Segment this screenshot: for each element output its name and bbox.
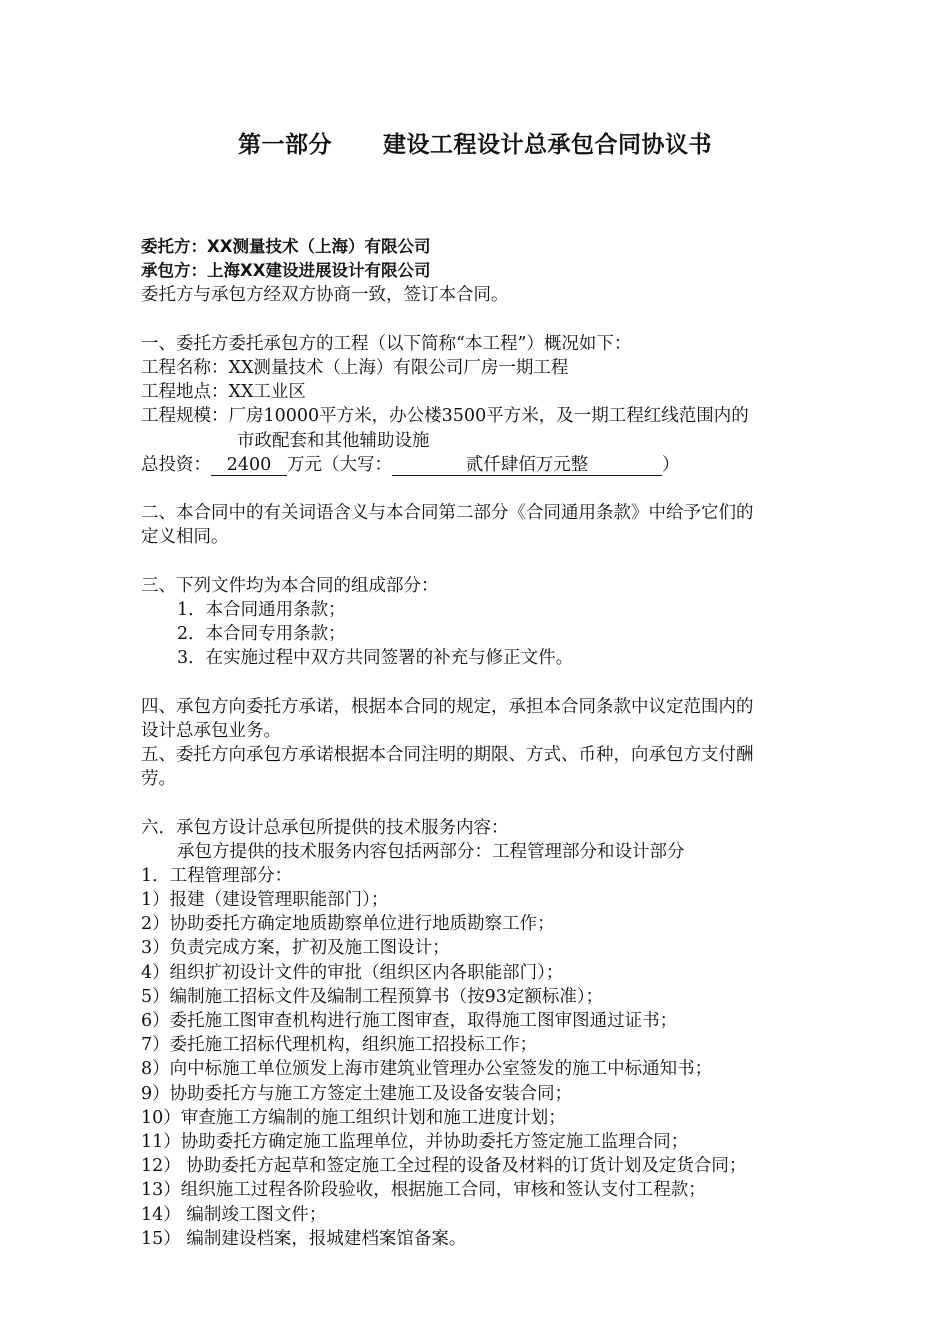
list-item: 8）向中标施工单位颁发上海市建筑业管理办公室签发的施工中标通知书； [141, 1059, 713, 1080]
investment-amount: 2400 [211, 455, 287, 476]
list-item: 11）协助委托方确定施工监理单位，并协助委托方签定施工监理合同； [141, 1131, 689, 1152]
list-item: 6）委托施工图审查机构进行施工图审查，取得施工图审图通过证书； [141, 1011, 678, 1031]
list-item: 3）负责完成方案，扩初及施工图设计； [141, 938, 450, 959]
list-item: 4）组织扩初设计文件的审批（组织区内各职能部门）； [141, 962, 564, 983]
intro-line: 委托方与承包方经双方协商一致，签订本合同。 [141, 285, 509, 306]
section4-line1: 四、承包方向委托方承诺，根据本合同的规定，承担本合同条款中议定范围内的 [141, 696, 754, 717]
part1-heading: 1．工程管理部分： [141, 865, 293, 886]
list-item: 2）协助委托方确定地质勘察单位进行地质勘察工作； [141, 914, 555, 935]
section3-heading: 三、下列文件均为本合同的组成部分： [141, 575, 439, 596]
section2-line2: 定义相同。 [141, 527, 229, 548]
list-item: 1．本合同通用条款； [177, 599, 346, 620]
list-item: 14） 编制竣工图文件； [141, 1204, 327, 1225]
investment-close: ） [662, 454, 680, 475]
section1-heading: 一、委托方委托承包方的工程（以下简称“本工程”）概况如下： [141, 333, 632, 354]
list-item: 2．本合同专用条款； [177, 624, 346, 644]
section4-line2: 设计总承包业务。 [141, 720, 281, 741]
list-item: 9）协助委托方与施工方签定土建施工及设备安装合同； [141, 1083, 573, 1104]
list-item: 5）编制施工招标文件及编制工程预算书（按93定额标准）； [141, 986, 604, 1007]
project-scale: 工程规模：厂房10000平方米，办公楼3500平方米，及一期工程红线范围内的 [141, 406, 749, 427]
project-name: 工程名称：XX测量技术（上海）有限公司厂房一期工程 [141, 357, 569, 378]
list-item: 15） 编制建设档案，报城建档案馆备案。 [141, 1228, 467, 1249]
list-item: 13）组织施工过程各阶段验收，根据施工合同，审核和签认支付工程款； [141, 1180, 706, 1201]
document-title: 第一部分 建设工程设计总承包合同协议书 [237, 132, 713, 158]
list-item: 3．在实施过程中双方共同签署的补充与修正文件。 [177, 648, 574, 669]
investment-words: 贰仟肆佰万元整 [392, 455, 662, 476]
section6-subintro: 承包方提供的技术服务内容包括两部分：工程管理部分和设计部分 [177, 841, 685, 862]
client-line: 委托方：XX测量技术（上海）有限公司 [141, 237, 431, 256]
investment-label: 总投资： [141, 454, 211, 475]
section2-line1: 二、本合同中的有关词语含义与本合同第二部分《合同通用条款》中给予它们的 [141, 503, 754, 524]
section6-heading: 六．承包方设计总承包所提供的技术服务内容： [141, 817, 509, 838]
list-item: 10）审查施工方编制的施工组织计划和施工进度计划； [141, 1107, 566, 1128]
total-investment [141, 453, 821, 477]
section5-line2: 劳。 [141, 769, 176, 790]
list-item: 7）委托施工招标代理机构，组织施工招投标工作； [141, 1035, 538, 1056]
list-item: 12） 协助委托方起草和签定施工全过程的设备及材料的订货计划及定货合同； [141, 1156, 747, 1177]
list-item: 1）报建（建设管理职能部门）； [141, 890, 389, 911]
contractor-line: 承包方：上海XX建设进展设计有限公司 [141, 261, 431, 281]
project-scale-cont: 市政配套和其他辅助设施 [237, 430, 430, 451]
investment-unit: 万元（大写： [287, 454, 392, 475]
document-body [141, 235, 821, 1251]
project-location: 工程地点：XX工业区 [141, 382, 306, 403]
section5-line1: 五、委托方向承包方承诺根据本合同注明的期限、方式、币种，向承包方支付酬 [141, 744, 754, 765]
